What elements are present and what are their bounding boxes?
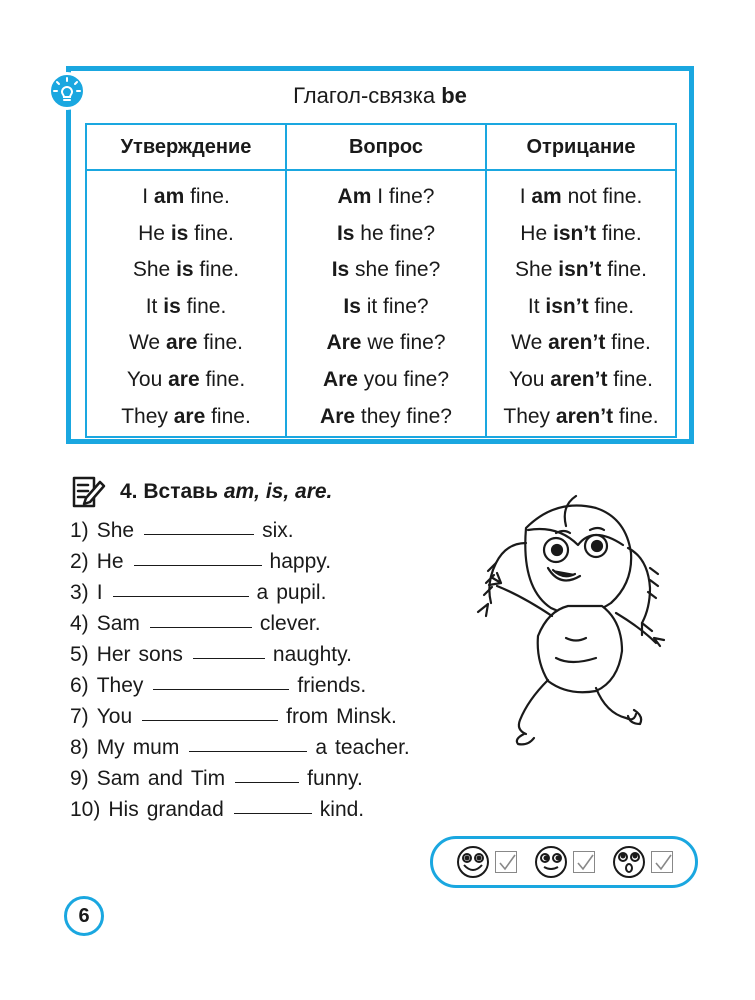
verb-form: isn’t xyxy=(558,258,602,282)
table-cell-line xyxy=(288,399,484,436)
item-number: 6) xyxy=(70,674,89,697)
item-word: They xyxy=(96,674,144,697)
verb-form: is xyxy=(163,294,181,318)
task-title-prefix: 4. Вставь xyxy=(120,480,224,503)
exercise-item xyxy=(70,608,470,639)
task-header xyxy=(70,474,332,510)
table-cell-line xyxy=(488,216,674,253)
item-word: My xyxy=(96,736,125,759)
cell-text: it fine? xyxy=(360,294,429,318)
answer-blank[interactable] xyxy=(150,609,252,628)
cell-text: They xyxy=(121,404,174,428)
item-word: Minsk. xyxy=(336,705,397,728)
cell-text: You xyxy=(126,367,169,391)
cell-text: fine. xyxy=(607,367,653,391)
verb-form: are xyxy=(165,331,198,355)
verb-form: aren’t xyxy=(548,331,606,355)
item-number: 9) xyxy=(70,767,89,790)
self-check-neutral xyxy=(533,844,595,880)
cell-text: fine. xyxy=(588,294,635,318)
verb-form: Are xyxy=(322,367,358,391)
cell-text: She xyxy=(132,258,177,282)
answer-blank[interactable] xyxy=(113,578,249,597)
item-word: Her xyxy=(96,643,131,666)
table-cell-line xyxy=(488,325,674,362)
cell-text: I xyxy=(519,185,532,208)
verb-form: Are xyxy=(320,404,356,428)
item-number: 3) xyxy=(70,581,89,604)
cell-text: fine. xyxy=(205,404,251,428)
table-cell-line xyxy=(488,399,674,436)
item-word: friends. xyxy=(297,674,367,697)
item-number: 8) xyxy=(70,736,89,759)
item-word: sons xyxy=(138,643,183,666)
exercise-item xyxy=(70,515,470,546)
surprised-face-icon xyxy=(611,844,647,880)
exercise-item xyxy=(70,732,470,763)
cell-text: We xyxy=(128,331,166,355)
self-check-happy xyxy=(455,844,517,880)
verb-form: are xyxy=(168,367,200,391)
table-cell-line xyxy=(88,216,284,253)
answer-blank[interactable] xyxy=(142,702,278,721)
table-cell-line xyxy=(288,216,484,253)
verb-form: Am xyxy=(337,185,372,208)
item-word: She xyxy=(96,519,135,542)
table-header-row xyxy=(86,124,676,170)
item-word: and xyxy=(147,767,183,790)
table-cell-line xyxy=(488,252,674,289)
cell-text: It xyxy=(527,294,546,318)
rule-title-bold: be xyxy=(441,83,467,108)
table-body-row xyxy=(86,170,676,437)
verb-form: aren’t xyxy=(555,404,614,428)
item-word: kind. xyxy=(319,798,365,821)
table-cell-line xyxy=(88,179,284,216)
cell-text: fine. xyxy=(605,331,651,355)
verb-form: is xyxy=(170,221,189,245)
cell-text: we fine? xyxy=(361,331,446,355)
verb-form: am xyxy=(153,185,185,208)
exercise-item xyxy=(70,639,470,670)
affirmative-column xyxy=(86,170,286,437)
table-cell-line xyxy=(88,399,284,436)
cell-text: She xyxy=(515,258,559,282)
cell-text: He xyxy=(138,221,171,245)
answer-blank[interactable] xyxy=(189,733,307,752)
table-cell-line xyxy=(288,362,484,399)
item-word: grandad xyxy=(146,798,224,821)
item-word: a xyxy=(256,581,269,604)
item-number: 2) xyxy=(70,550,89,573)
cell-text: We xyxy=(511,331,549,355)
item-word: happy. xyxy=(269,550,332,573)
item-word: pupil. xyxy=(276,581,327,604)
verb-form: Is xyxy=(336,221,355,245)
jumping-girl-illustration xyxy=(456,488,700,750)
cell-text: fine. xyxy=(601,258,647,282)
table-cell-line xyxy=(488,289,674,326)
verb-form: isn’t xyxy=(552,221,597,245)
cell-text: You xyxy=(509,367,551,391)
item-word: Sam xyxy=(96,612,140,635)
exercise-item xyxy=(70,794,470,825)
item-word: Sam xyxy=(96,767,140,790)
item-word: Tim xyxy=(190,767,226,790)
cell-text: not fine. xyxy=(561,185,643,208)
answer-blank[interactable] xyxy=(235,764,299,783)
answer-blank[interactable] xyxy=(144,516,254,535)
item-number: 7) xyxy=(70,705,89,728)
cell-text: He xyxy=(520,221,553,245)
answer-blank[interactable] xyxy=(193,640,265,659)
table-cell-line xyxy=(288,252,484,289)
rule-title xyxy=(71,83,689,109)
table-cell-line xyxy=(88,362,284,399)
rule-title-prefix: Глагол-связка xyxy=(293,83,442,108)
page-number: 6 xyxy=(64,896,104,936)
table-cell-line xyxy=(88,325,284,362)
neutral-face-icon xyxy=(533,844,569,880)
table-cell-line xyxy=(88,289,284,326)
table-cell-line xyxy=(488,179,674,216)
verb-form: Is xyxy=(331,258,350,282)
verb-form: aren’t xyxy=(550,367,608,391)
item-number: 5) xyxy=(70,643,89,666)
lightbulb-icon xyxy=(48,72,86,110)
cell-text: fine. xyxy=(184,185,230,208)
checkbox-neutral[interactable] xyxy=(573,851,595,873)
cell-text: he fine? xyxy=(354,221,436,245)
item-word: funny. xyxy=(307,767,363,790)
header-negative: Отрицание xyxy=(486,124,676,170)
header-question: Вопрос xyxy=(286,124,486,170)
table-cell-line xyxy=(488,362,674,399)
cell-text: fine. xyxy=(199,367,246,391)
happy-face-icon xyxy=(455,844,491,880)
verb-form: Is xyxy=(343,294,361,318)
task-title xyxy=(120,480,332,504)
item-number: 4) xyxy=(70,612,89,635)
item-number: 1) xyxy=(70,519,89,542)
cell-text: they fine? xyxy=(355,404,452,428)
grammar-rule-box xyxy=(66,66,694,444)
verb-form: are xyxy=(173,404,206,428)
item-word: teacher. xyxy=(335,736,410,759)
item-word: You xyxy=(96,705,133,728)
cell-text: fine. xyxy=(596,221,642,245)
verb-form: is xyxy=(176,258,194,282)
exercise-item xyxy=(70,546,470,577)
exercise-item xyxy=(70,763,470,794)
verb-form: Are xyxy=(326,331,362,355)
checkbox-happy[interactable] xyxy=(495,851,517,873)
item-word: a xyxy=(315,736,328,759)
header-affirmative: Утверждение xyxy=(86,124,286,170)
checkbox-surprised[interactable] xyxy=(651,851,673,873)
item-word: clever. xyxy=(259,612,321,635)
cell-text: fine. xyxy=(180,294,227,318)
exercise-list xyxy=(70,515,470,825)
self-assessment-bar xyxy=(430,836,698,888)
cell-text: she fine? xyxy=(349,258,441,282)
exercise-item xyxy=(70,577,470,608)
cell-text: They xyxy=(503,404,556,428)
item-word: from xyxy=(286,705,329,728)
answer-blank[interactable] xyxy=(234,795,312,814)
answer-blank[interactable] xyxy=(134,547,262,566)
cell-text: fine. xyxy=(193,258,240,282)
item-word: six. xyxy=(262,519,294,542)
be-conjugation-table xyxy=(85,123,677,438)
cell-text: It xyxy=(145,294,164,318)
cell-text: I fine? xyxy=(371,185,435,208)
table-cell-line xyxy=(288,289,484,326)
cell-text: you fine? xyxy=(357,367,450,391)
table-cell-line xyxy=(288,179,484,216)
item-word: His xyxy=(108,798,139,821)
exercise-item xyxy=(70,701,470,732)
cell-text: fine. xyxy=(188,221,234,245)
cell-text: I xyxy=(142,185,154,208)
exercise-item xyxy=(70,670,470,701)
verb-form: am xyxy=(531,185,562,208)
item-number: 10) xyxy=(70,798,101,821)
task-pencil-icon xyxy=(70,474,108,510)
negative-column xyxy=(486,170,676,437)
answer-blank[interactable] xyxy=(153,671,289,690)
item-word: He xyxy=(96,550,124,573)
task-title-words: am, is, are. xyxy=(223,480,333,503)
table-cell-line xyxy=(288,325,484,362)
verb-form: isn’t xyxy=(545,294,589,318)
table-cell-line xyxy=(88,252,284,289)
question-column xyxy=(286,170,486,437)
self-check-surprised xyxy=(611,844,673,880)
cell-text: fine. xyxy=(197,331,244,355)
item-word: naughty. xyxy=(272,643,352,666)
item-word: mum xyxy=(132,736,180,759)
item-word: I xyxy=(96,581,103,604)
cell-text: fine. xyxy=(613,404,659,428)
